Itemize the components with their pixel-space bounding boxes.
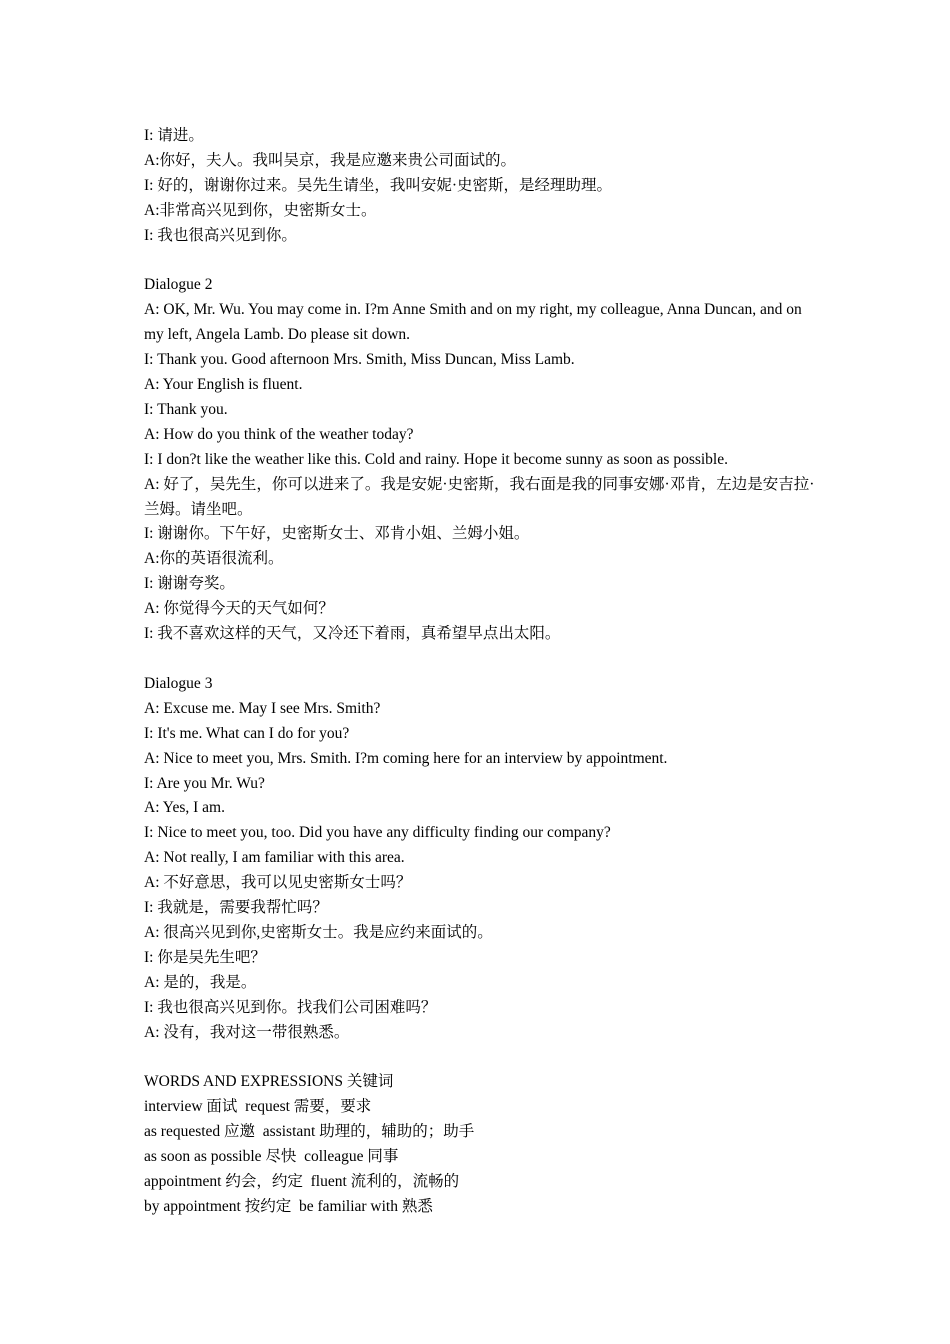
dialogue-line: A: 你觉得今天的天气如何？ [144,600,334,618]
dialogue-line: A: OK, Mr. Wu. You may come in. I?m Anne Smith and on my right, my colleague, Anna Duncan, and on my left, Angela Lamb. Do please sit down. [144,301,802,344]
dialogue-line: I: 我就是，需要我帮忙吗？ [144,899,328,917]
dialogue-line: I: 我不喜欢这样的天气，又冷还下着雨，真希望早点出太阳。 [144,625,561,643]
dialogue-line: A: 是的，我是。 [144,973,257,991]
dialogue-line: A: 很高兴见到你,史密斯女士。我是应约来面试的。 [144,923,493,941]
dialogue-line: A: 好了，吴先生，你可以进来了。我是安妮·史密斯，我右面是我的同事安娜·邓肯，左边是安吉拉·兰姆。请坐吧。 [144,475,815,518]
dialogue-line: I: 谢谢夸奖。 [144,575,235,593]
dialogue-line: A: Yes, I am. [144,799,225,817]
dialogue-line: I: It's me. What can I do for you? [144,724,350,742]
document-page [144,124,816,1220]
words-heading: WORDS AND EXPRESSIONS 关键词 [144,1073,394,1091]
dialogue-line: I: 我也很高兴见到你。 [144,226,297,244]
dialogue-line: I: Are you Mr. Wu? [144,774,265,792]
dialogue-line: A: Nice to meet you, Mrs. Smith. I?m coming here for an interview by appointment. [144,749,668,767]
dialogue-line: I: Thank you. [144,400,228,418]
dialogue-2 [144,273,816,647]
dialogue-line: I: 我也很高兴见到你。找我们公司困难吗？ [144,998,437,1016]
spacer [144,647,816,672]
dialogue-line: A: 不好意思，我可以见史密斯女士吗？ [144,874,412,892]
dialogue-line: I: 谢谢你。下午好，史密斯女士、邓肯小姐、兰姆小姐。 [144,525,530,543]
dialogue-line: A:你的英语很流利。 [144,550,284,568]
vocabulary-line: appointment 约会，约定 fluent 流利的，流畅的 [144,1173,460,1191]
dialogue-line: A: Not really, I am familiar with this area. [144,849,405,867]
section-1 [144,124,816,249]
dialogue-line: I: I don?t like the weather like this. Cold and rainy. Hope it become sunny as soon as possible. [144,450,728,468]
dialogue-heading: Dialogue 2 [144,276,213,294]
dialogue-line: I: 好的，谢谢你过来。吴先生请坐，我叫安妮·史密斯，是经理助理。 [144,176,613,194]
dialogue-line: I: 你是吴先生吧？ [144,948,266,966]
dialogue-line: I: 请进。 [144,127,204,144]
spacer [144,249,816,274]
dialogue-line: A:你好，夫人。我叫吴京，我是应邀来贵公司面试的。 [144,151,517,169]
dialogue-heading: Dialogue 3 [144,674,213,692]
vocabulary-line: by appointment 按约定 be familiar with 熟悉 [144,1197,433,1215]
dialogue-line: I: Nice to meet you, too. Did you have any difficulty finding our company? [144,824,611,842]
dialogue-line: A: How do you think of the weather today? [144,425,414,443]
dialogue-line: A: Your English is fluent. [144,376,303,394]
dialogue-3 [144,672,816,1046]
spacer [144,1046,816,1071]
words-section [144,1070,816,1219]
dialogue-line: A:非常高兴见到你，史密斯女士。 [144,201,377,219]
dialogue-line: I: Thank you. Good afternoon Mrs. Smith, Miss Duncan, Miss Lamb. [144,351,575,369]
dialogue-line: A: Excuse me. May I see Mrs. Smith? [144,699,381,717]
vocabulary-line: as soon as possible 尽快 colleague 同事 [144,1148,399,1166]
vocabulary-line: interview 面试 request 需要，要求 [144,1098,372,1116]
dialogue-line: A: 没有，我对这一带很熟悉。 [144,1023,350,1041]
vocabulary-line: as requested 应邀 assistant 助理的，辅助的；助手 [144,1123,475,1141]
